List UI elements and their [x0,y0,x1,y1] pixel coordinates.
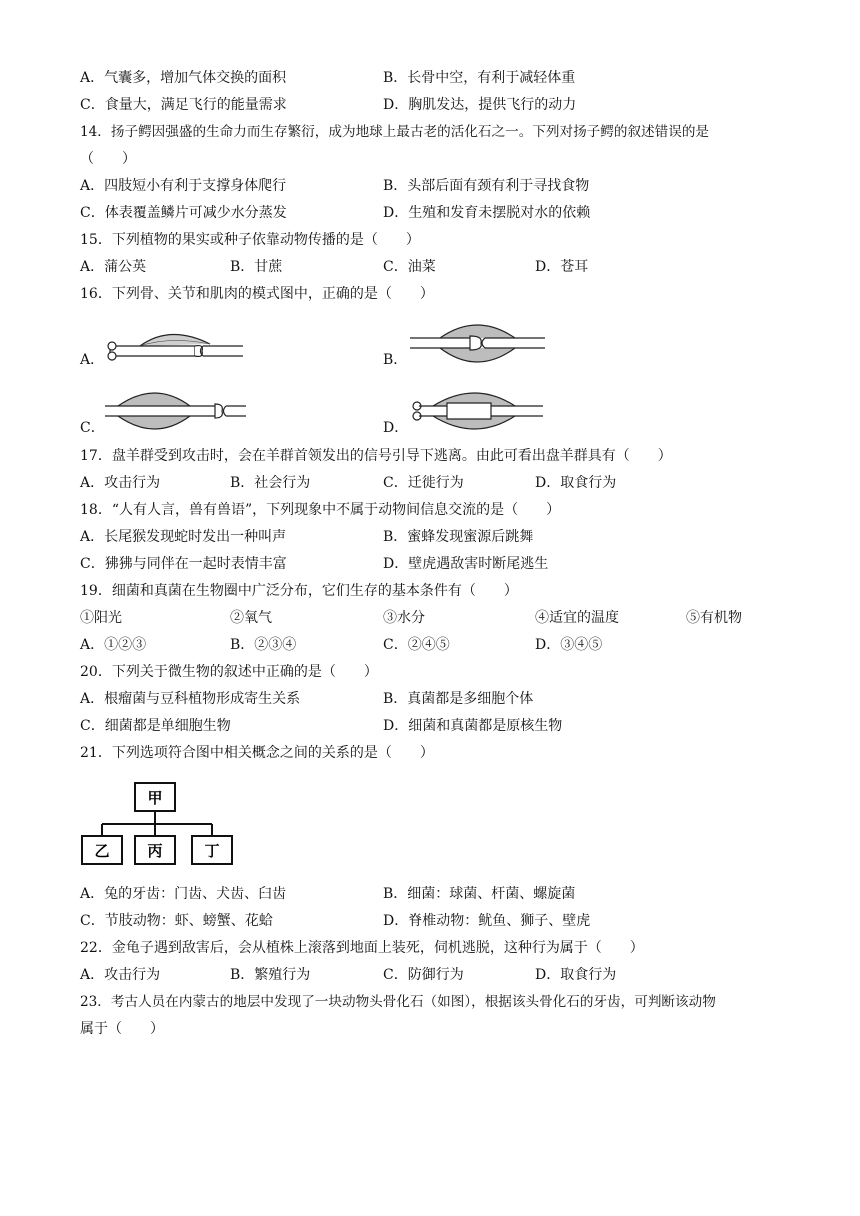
q19-option-d: D．③④⑤ [535,637,603,653]
q19-stem: 19．细菌和真菌在生物圈中广泛分布，它们生存的基本条件有（ ） [80,583,518,599]
q17-stem: 17．盘羊群受到攻击时，会在羊群首领发出的信号引导下逃离。由此可看出盘羊群具有（ ） [80,448,672,464]
q22-option-b: B．繁殖行为 [230,967,311,983]
diagram-node-left: 乙 [94,842,110,860]
diagram-node-middle: 丙 [147,842,163,860]
q21-stem: 21．下列选项符合图中相关概念之间的关系的是（ ） [80,745,434,761]
q22-option-d: D．取食行为 [535,967,617,983]
q20-stem: 20．下列关于微生物的叙述中正确的是（ ） [80,664,378,680]
q20-option-c: C．细菌都是单细胞生物 [80,718,231,734]
q20-option-a: A．根瘤菌与豆科植物形成寄生关系 [80,691,301,707]
q20-option-b: B．真菌都是多细胞个体 [383,691,534,707]
q15-option-b: B．甘蔗 [230,259,283,275]
q17-option-b: B．社会行为 [230,475,311,491]
q13-option-b: B．长骨中空，有利于减轻体重 [383,70,576,86]
q14-blank: （ ） [80,151,136,167]
q14-option-a: A．四肢短小有利于支撑身体爬行 [80,178,287,194]
q15-option-d: D．苍耳 [535,259,589,275]
q18-option-d: D．壁虎遇敌害时断尾逃生 [383,556,549,572]
q22-stem: 22．金龟子遇到敌害后，会从植株上滚落到地面上装死，伺机逃脱，这种行为属于（ ） [80,940,644,956]
q13-option-c: C．食量大，满足飞行的能量需求 [80,97,287,113]
q19-option-b: B．②③④ [230,637,297,653]
q21-option-a: A．兔的牙齿：门齿、犬齿、臼齿 [80,886,287,902]
q22-option-a: A．攻击行为 [80,967,161,983]
q16-figure-d [405,382,550,438]
q17-option-a: A．攻击行为 [80,475,161,491]
q16-option-c-label: C． [80,420,105,436]
q18-option-c: C．狒狒与同伴在一起时表情丰富 [80,556,287,572]
q16-figure-c [100,382,250,438]
q19-item-3: ③水分 [383,610,425,626]
q19-option-a: A．①②③ [80,637,147,653]
q15-stem: 15．下列植物的果实或种子依靠动物传播的是（ ） [80,232,420,248]
q14-option-d: D．生殖和发育未摆脱对水的依赖 [383,205,591,221]
q19-item-4: ④适宜的温度 [535,610,619,626]
q22-option-c: C．防御行为 [383,967,464,983]
q19-item-1: ①阳光 [80,610,122,626]
q16-option-b-label: B． [383,352,408,368]
q21-concept-diagram [78,780,238,870]
q16-figure-b [405,314,550,374]
q23-stem: 23．考古人员在内蒙古的地层中发现了一块动物头骨化石（如图），根据该头骨化石的牙齿，可判断该动物 [80,994,716,1010]
q16-option-a-label: A． [80,352,105,368]
q20-option-d: D．细菌和真菌都是原核生物 [383,718,563,734]
q18-stem: 18．“人有人言，兽有兽语”，下列现象中不属于动物间信息交流的是（ ） [80,502,561,518]
q13-option-a: A．气囊多，增加气体交换的面积 [80,70,287,86]
q19-item-2: ②氧气 [230,610,272,626]
q13-option-d: D．胸肌发达，提供飞行的动力 [383,97,577,113]
q18-option-b: B．蜜蜂发现蜜源后跳舞 [383,529,534,545]
q16-option-d-label: D． [383,420,409,436]
q15-option-a: A．蒲公英 [80,259,147,275]
q14-stem: 14．扬子鳄因强盛的生命力而生存繁衍，成为地球上最古老的活化石之一。下列对扬子鳄的叙述错误的是 [80,124,710,140]
q21-option-c: C．节肢动物：虾、螃蟹、花蛤 [80,913,273,929]
q21-option-d: D．脊椎动物：鱿鱼、狮子、壁虎 [383,913,591,929]
q15-option-c: C．油菜 [383,259,436,275]
q14-option-c: C．体表覆盖鳞片可减少水分蒸发 [80,205,287,221]
q17-option-c: C．迁徙行为 [383,475,464,491]
q23-stem-continued: 属于（ ） [80,1021,164,1037]
diagram-node-right: 丁 [204,842,220,860]
q14-option-b: B．头部后面有颈有利于寻找食物 [383,178,590,194]
q19-option-c: C．②④⑤ [383,637,450,653]
q17-option-d: D．取食行为 [535,475,617,491]
q18-option-a: A．长尾猴发现蛇时发出一种叫声 [80,529,287,545]
diagram-node-top: 甲 [147,789,163,807]
q19-item-5: ⑤有机物 [686,610,742,626]
q21-option-b: B．细菌：球菌、杆菌、螺旋菌 [383,886,576,902]
q16-stem: 16．下列骨、关节和肌肉的模式图中，正确的是（ ） [80,286,434,302]
q16-figure-a [100,322,250,372]
